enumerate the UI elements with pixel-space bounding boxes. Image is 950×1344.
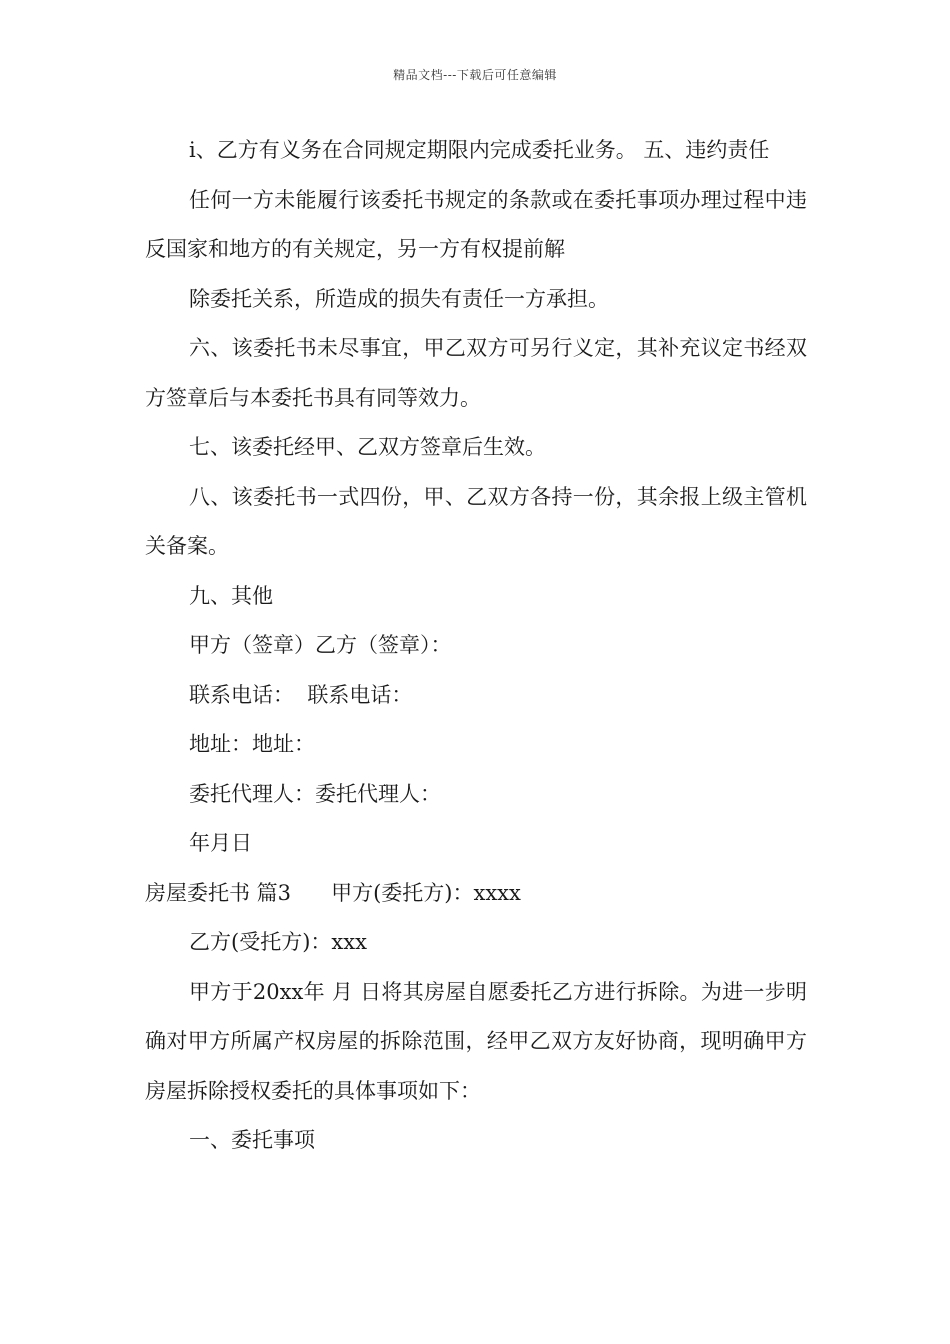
- paragraph-section-six: 六、该委托书未尽事宜，甲乙双方可另行义定，其补充议定书经双方签章后与本委托书具有同等效力。: [145, 336, 807, 410]
- phone-line: 联系电话： 联系电话：: [189, 682, 413, 707]
- paragraph-obligation: i、乙方有义务在合同规定期限内完成委托业务。 五、违约责任: [189, 138, 770, 162]
- document-body: [145, 126, 807, 1166]
- paragraph-breach: 任何一方未能履行该委托书规定的条款或在委托事项办理过程中违反国家和地方的有关规定，另一方有权提前解: [145, 187, 807, 261]
- paragraph-section-eight: 八、该委托书一式四份，甲、乙双方各持一份，其余报上级主管机关备案。: [145, 484, 807, 558]
- paragraph-section-nine: 九、其他: [189, 583, 273, 608]
- page-header-watermark: 精品文档---下载后可任意编辑: [393, 68, 557, 82]
- paragraph-termination: 除委托关系，所造成的损失有责任一方承担。: [189, 286, 609, 311]
- signature-line: 甲方（签章）乙方（签章）：: [189, 633, 452, 657]
- paragraph-demolition-intro: 甲方于20xx年 月 日将其房屋自愿委托乙方进行拆除。为进一步明确对甲方所属产权房屋的拆除范围，经甲乙双方友好协商，现明确甲方房屋拆除授权委托的具体事项如下：: [145, 979, 807, 1103]
- paragraph-entrusted-matters: 一、委托事项: [189, 1128, 315, 1152]
- paragraph-section-seven: 七、该委托经甲、乙双方签章后生效。: [189, 435, 546, 459]
- agent-line: 委托代理人：委托代理人：: [189, 781, 441, 806]
- date-line: 年月日: [189, 831, 252, 855]
- section-title-house-entrustment: 房屋委托书 篇3 甲方(委托方)：xxxx: [145, 880, 521, 905]
- address-line: 地址：地址：: [189, 732, 315, 756]
- party-b-line: 乙方(受托方)：xxx: [189, 930, 367, 954]
